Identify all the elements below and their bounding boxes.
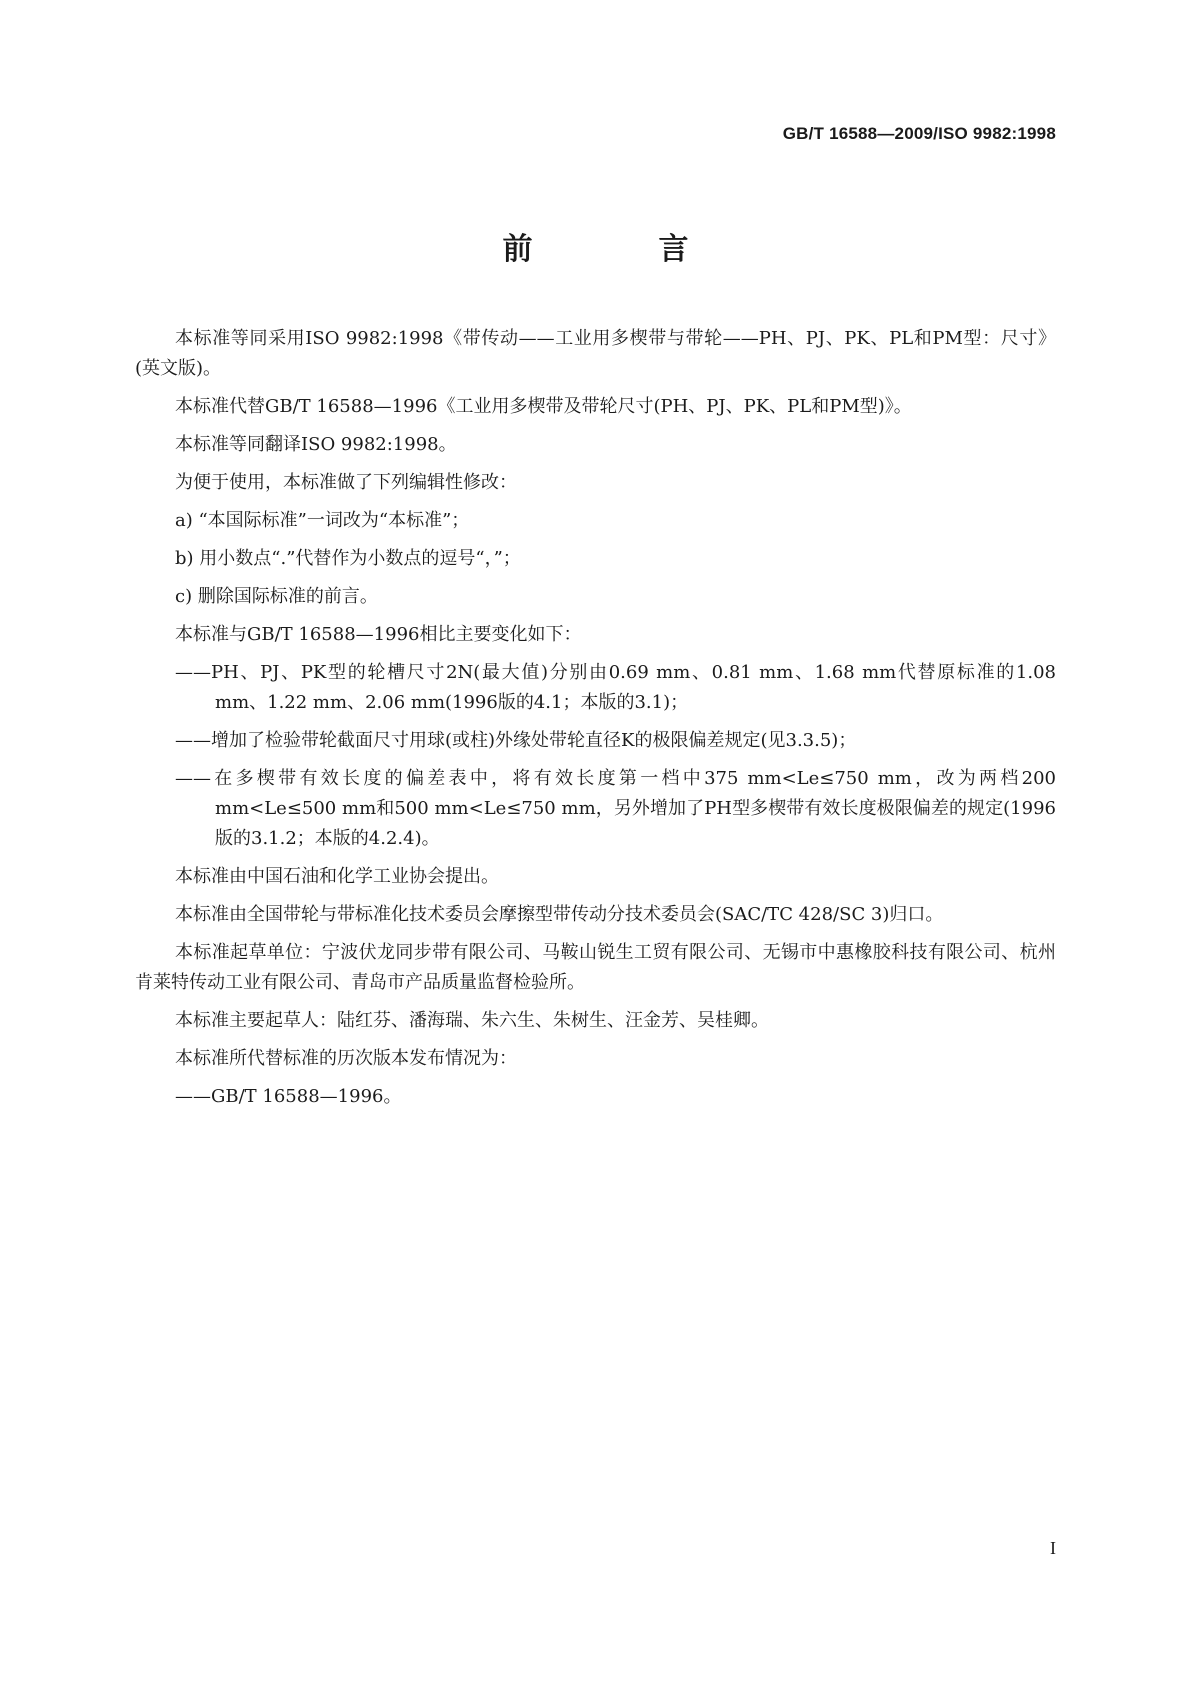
paragraph-committee: 本标准由全国带轮与带标准化技术委员会摩擦型带传动分技术委员会(SAC/TC 428/SC 3)归口。	[175, 904, 944, 925]
page-title: 前 言	[502, 232, 737, 267]
paragraph-adoption: 本标准等同采用ISO 9982:1998《带传动——工业用多楔带与带轮——PH、PJ、PK、PL和PM型：尺寸》(英文版)。	[135, 328, 1056, 379]
paragraph-history-intro: 本标准所代替标准的历次版本发布情况为：	[175, 1048, 517, 1069]
paragraph-proposed-by: 本标准由中国石油和化学工业协会提出。	[175, 866, 499, 887]
paragraph-drafting-units: 本标准起草单位：宁波伏龙同步带有限公司、马鞍山锐生工贸有限公司、无锡市中惠橡胶科技有限公司、杭州肯莱特传动工业有限公司、青岛市产品质量监督检验所。	[135, 942, 1056, 993]
standard-number-header: GB/T 16588—2009/ISO 9982:1998	[782, 124, 1056, 143]
list-item-a: a) “本国际标准”一词改为“本标准”；	[175, 510, 470, 531]
paragraph-changes-intro: 本标准与GB/T 16588—1996相比主要变化如下：	[175, 624, 582, 645]
change-item-groove: ——PH、PJ、PK型的轮槽尺寸2N(最大值)分别由0.69 mm、0.81 mm、1.68 mm代替原标准的1.08 mm、1.22 mm、2.06 mm(1996版的4.1；本版的3.1)；	[175, 662, 1056, 713]
paragraph-drafters: 本标准主要起草人：陆红芬、潘海瑞、朱六生、朱树生、汪金芳、吴桂卿。	[175, 1010, 769, 1031]
paragraph-translation: 本标准等同翻译ISO 9982:1998。	[175, 434, 457, 455]
page-number: I	[1050, 1538, 1056, 1558]
history-item: ——GB/T 16588—1996。	[175, 1086, 402, 1107]
paragraph-editorial-intro: 为便于使用，本标准做了下列编辑性修改：	[175, 472, 517, 493]
list-item-c: c) 删除国际标准的前言。	[175, 586, 378, 607]
change-item-length: ——在多楔带有效长度的偏差表中，将有效长度第一档中375 mm<Le≤750 mm，改为两档200 mm<Le≤500 mm和500 mm<Le≤750 mm，另外增加了PH型多楔带有效长度极限偏差的规定(1996版的3.1.2；本版的4.2.4)。	[175, 768, 1056, 849]
foreword-body	[135, 324, 1056, 1120]
list-item-b: b) 用小数点“.”代替作为小数点的逗号“，”；	[175, 548, 521, 569]
change-item-tolerance: ——增加了检验带轮截面尺寸用球(或柱)外缘处带轮直径K的极限偏差规定(见3.3.5)；	[175, 730, 857, 751]
paragraph-replaces: 本标准代替GB/T 16588—1996《工业用多楔带及带轮尺寸(PH、PJ、PK、PL和PM型)》。	[175, 396, 912, 417]
